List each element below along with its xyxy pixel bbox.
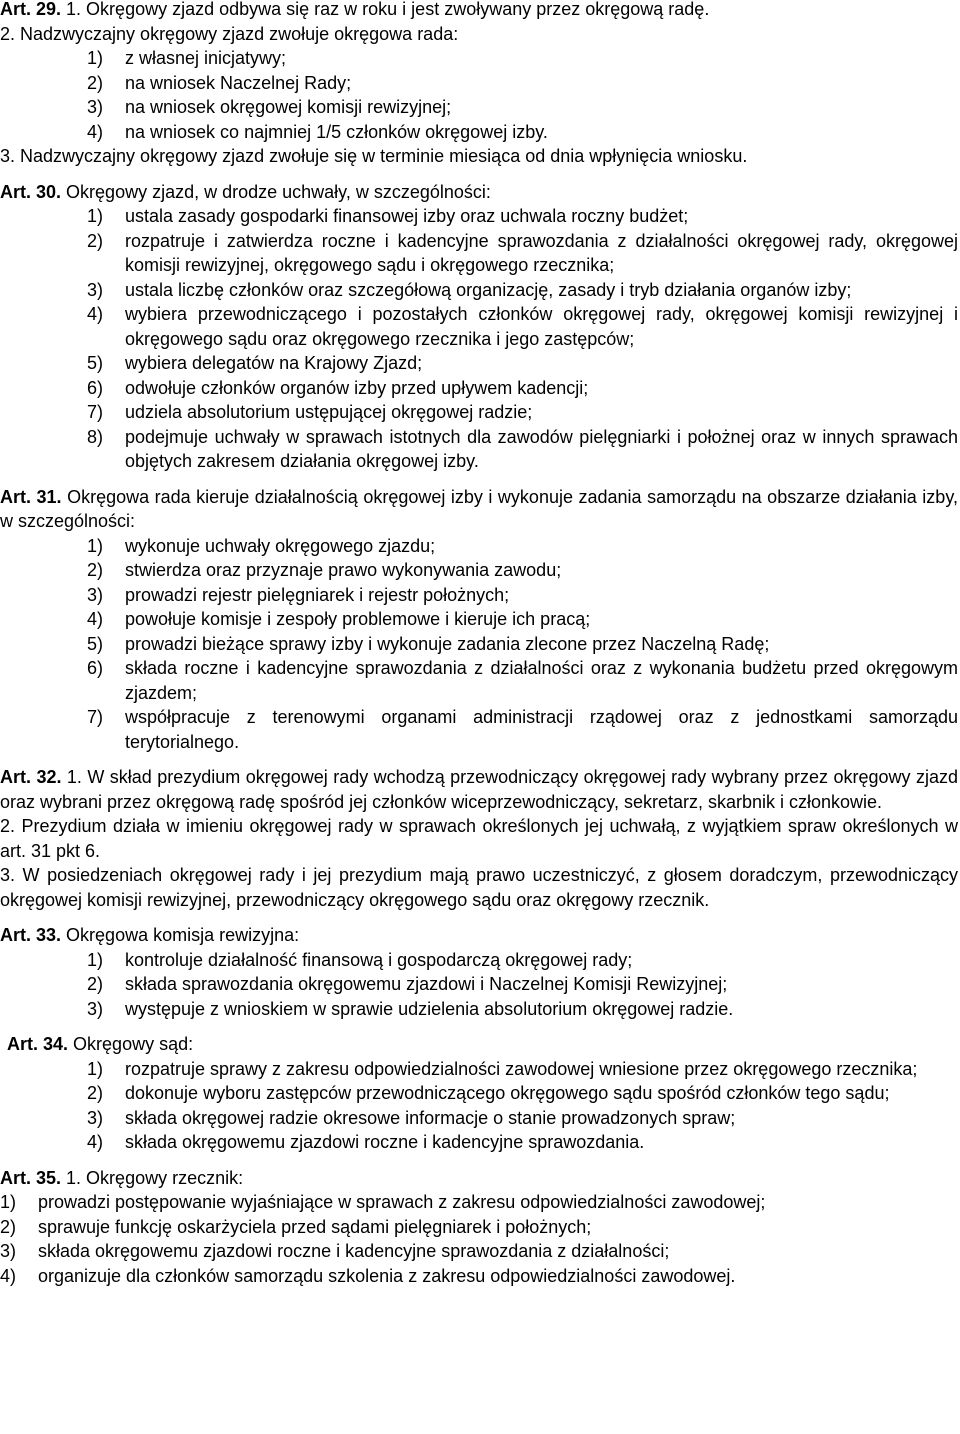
list-item-text: składa roczne i kadencyjne sprawozdania z działalności oraz z wykonania budżetu przed okręgowym zjazdem;: [125, 658, 958, 703]
list-item-number: 7): [87, 707, 104, 727]
section-gap: [0, 474, 958, 485]
list-item: [0, 302, 958, 351]
list-item-number: 7): [87, 402, 104, 422]
article-33-intro-text: Okręgowa komisja rewizyjna:: [66, 925, 300, 945]
article-33-label: Art. 33.: [0, 925, 62, 945]
list-item-text: składa okręgowej radzie okresowe informacje o stanie prowadzonych spraw;: [125, 1107, 736, 1128]
list-item: [0, 120, 958, 145]
list-item-text: podejmuje uchwały w sprawach istotnych dla zawodów pielęgniarki i położnej oraz w innych sprawach objętych zakresem działania okręgowej izby.: [125, 426, 958, 471]
list-item: [0, 997, 958, 1022]
list-item-text: na wniosek co najmniej 1/5 członków okręgowej izby.: [125, 121, 548, 142]
article-30-intro: [0, 180, 958, 205]
list-item-number: 3): [87, 97, 104, 117]
article-34: [0, 1032, 958, 1155]
list-item-text: składa okręgowemu zjazdowi roczne i kadencyjne sprawozdania z działalności;: [38, 1241, 670, 1261]
list-item-text: rozpatruje i zatwierdza roczne i kadencyjne sprawozdania z działalności okręgowej rady, okręgowej komisji rewizyjnej, okręgowego sądu i okręgowego rzecznika;: [125, 230, 958, 275]
list-item-number: 2): [87, 974, 104, 994]
list-item-text: udziela absolutorium ustępującej okręgowej radzie;: [125, 402, 533, 422]
list-item: [0, 351, 958, 376]
list-item: [0, 95, 958, 120]
list-item-number: 6): [87, 377, 104, 398]
article-32-label: Art. 32.: [0, 767, 62, 787]
list-item-text: prowadzi rejestr pielęgniarek i rejestr położnych;: [125, 584, 510, 605]
article-35-intro-text: 1. Okręgowy rzecznik:: [66, 1167, 244, 1188]
list-item-number: 1): [0, 1192, 17, 1212]
article-30-list: [0, 204, 958, 474]
list-item-number: 3): [87, 998, 104, 1019]
list-item-text: prowadzi postępowanie wyjaśniające w sprawach z zakresu odpowiedzialności zawodowej;: [38, 1192, 766, 1212]
list-item-text: powołuje komisje i zespoły problemowe i kieruje ich pracą;: [125, 609, 591, 629]
article-32-paragraph-2: 2. Prezydium działa w imieniu okręgowej rady w sprawach określonych jej uchwałą, z wyjątkiem spraw określonych w art. 31 pkt 6.: [0, 816, 958, 861]
list-item-number: 5): [87, 633, 104, 654]
list-item-text: składa sprawozdania okręgowemu zjazdowi i Naczelnej Komisji Rewizyjnej;: [125, 974, 728, 994]
article-35-label: Art. 35.: [0, 1167, 62, 1188]
list-item-number: 3): [87, 1107, 104, 1128]
list-item: [0, 948, 958, 973]
article-34-label: Art. 34.: [7, 1034, 69, 1054]
list-item: [0, 1264, 958, 1289]
section-gap: [0, 754, 958, 765]
list-item-text: współpracuje z terenowymi organami administracji rządowej oraz z jednostkami samorządu terytorialnego.: [125, 707, 958, 752]
article-29-label: Art. 29.: [0, 0, 62, 19]
article-29-paragraph-2: 2. Nadzwyczajny okręgowy zjazd zwołuje okręgowa rada:: [0, 23, 459, 44]
list-item-text: kontroluje działalność finansową i gospodarczą okręgowej rady;: [125, 949, 633, 970]
list-item-text: organizuje dla członków samorządu szkolenia z zakresu odpowiedzialności zawodowej.: [38, 1265, 736, 1286]
article-29-p1-text: 1. Okręgowy zjazd odbywa się raz w roku i jest zwoływany przez okręgową radę.: [66, 0, 710, 19]
list-item-text: występuje z wnioskiem w sprawie udzielenia absolutorium okręgowej radzie.: [125, 998, 734, 1019]
list-item-text: dokonuje wyboru zastępców przewodniczącego okręgowego sądu spośród członków tego sądu;: [125, 1083, 890, 1103]
list-item-number: 2): [0, 1216, 17, 1237]
article-32: [0, 765, 958, 912]
article-34-list: [0, 1057, 958, 1155]
list-item: [0, 705, 958, 754]
list-item: [0, 1130, 958, 1155]
article-32-paragraph-1: [0, 765, 958, 814]
article-30-label: Art. 30.: [0, 181, 62, 202]
list-item: [0, 607, 958, 632]
list-item: [0, 1215, 958, 1240]
list-item-number: 1): [87, 1058, 104, 1079]
list-item: [0, 534, 958, 559]
list-item: [0, 400, 958, 425]
list-item-number: 2): [87, 230, 104, 251]
list-item-number: 1): [87, 535, 104, 556]
list-item: [0, 583, 958, 608]
list-item: [0, 1239, 958, 1264]
article-35: [0, 1166, 958, 1289]
list-item-text: na wniosek Naczelnej Rady;: [125, 72, 352, 93]
list-item-text: wybiera przewodniczącego i pozostałych członków okręgowej rady, okręgowej komisji rewizyjnej i okręgowego sądu oraz okręgowego rzecznika i jego zastępców;: [125, 304, 958, 349]
list-item-number: 3): [87, 279, 104, 300]
list-item: [0, 204, 958, 229]
list-item-text: sprawuje funkcję oskarżyciela przed sądami pielęgniarek i położnych;: [38, 1216, 592, 1237]
list-item-text: odwołuje członków organów izby przed upływem kadencji;: [125, 377, 589, 398]
list-item-number: 4): [87, 121, 104, 142]
article-31: [0, 485, 958, 755]
article-35-intro: [0, 1166, 958, 1191]
article-29-paragraph-1: [0, 0, 958, 22]
list-item-text: wybiera delegatów na Krajowy Zjazd;: [125, 353, 423, 373]
list-item: [0, 1057, 958, 1082]
section-gap: [0, 912, 958, 923]
list-item-number: 1): [87, 48, 104, 68]
list-item: [0, 376, 958, 401]
list-item-number: 1): [87, 949, 104, 970]
article-32-p1-text: 1. W skład prezydium okręgowej rady wchodzą przewodniczący okręgowej rady wybrany przez okręgowy zjazd oraz wybrani przez okręgową radę spośród jej członków wiceprzewodniczący, sekretarz, skarbnik i członkowie.: [0, 767, 958, 812]
list-item-text: z własnej inicjatywy;: [125, 48, 287, 68]
article-35-list: [0, 1190, 958, 1288]
list-item-text: prowadzi bieżące sprawy izby i wykonuje zadania zlecone przez Naczelną Radę;: [125, 633, 770, 654]
list-item-number: 2): [87, 560, 104, 580]
article-33-intro: [0, 923, 958, 948]
article-32-paragraph-3: 3. W posiedzeniach okręgowej rady i jej prezydium mają prawo uczestniczyć, z głosem doradczym, przewodniczący okręgowej komisji rewizyjnej, przewodniczący okręgowego sądu oraz okręgowy rzecznik.: [0, 865, 958, 910]
list-item: [0, 229, 958, 278]
list-item-text: składa okręgowemu zjazdowi roczne i kadencyjne sprawozdania.: [125, 1132, 645, 1152]
list-item: [0, 632, 958, 657]
list-item-number: 4): [87, 609, 104, 629]
article-29-paragraph-3: 3. Nadzwyczajny okręgowy zjazd zwołuje się w terminie miesiąca od dnia wpłynięcia wniosku.: [0, 146, 748, 166]
list-item: [0, 656, 958, 705]
list-item-text: ustala zasady gospodarki finansowej izby oraz uchwala roczny budżet;: [125, 206, 689, 226]
article-31-label: Art. 31.: [0, 486, 62, 507]
list-item-number: 4): [87, 1132, 104, 1152]
list-item: [0, 46, 958, 71]
list-item: [0, 71, 958, 96]
article-34-intro-text: Okręgowy sąd:: [73, 1034, 194, 1054]
article-31-intro-text: Okręgowa rada kieruje działalnością okręgowej izby i wykonuje zadania samorządu na obszarze działania izby, w szczególności:: [0, 486, 958, 531]
list-item-text: ustala liczbę członków oraz szczegółową organizację, zasady i tryb działania organów izby;: [125, 279, 852, 300]
article-31-list: [0, 534, 958, 755]
list-item-number: 8): [87, 426, 104, 447]
list-item-number: 4): [0, 1265, 17, 1286]
list-item-number: 6): [87, 658, 104, 678]
list-item-number: 4): [87, 304, 104, 324]
section-gap: [0, 1155, 958, 1166]
list-item-number: 5): [87, 353, 104, 373]
article-30: [0, 180, 958, 474]
list-item: [0, 972, 958, 997]
list-item: [0, 278, 958, 303]
article-34-intro: [0, 1032, 958, 1057]
list-item-text: wykonuje uchwały okręgowego zjazdu;: [125, 535, 436, 556]
article-33: [0, 923, 958, 1021]
list-item: [0, 1106, 958, 1131]
list-item-text: stwierdza oraz przyznaje prawo wykonywania zawodu;: [125, 560, 562, 580]
list-item-text: na wniosek okręgowej komisji rewizyjnej;: [125, 97, 452, 117]
list-item: [0, 425, 958, 474]
list-item-number: 3): [87, 584, 104, 605]
article-29-list: [0, 46, 958, 144]
section-gap: [0, 169, 958, 180]
list-item: [0, 1190, 958, 1215]
article-31-intro: [0, 485, 958, 534]
list-item-number: 2): [87, 1083, 104, 1103]
list-item-number: 3): [0, 1241, 17, 1261]
article-33-list: [0, 948, 958, 1022]
article-29: [0, 0, 958, 169]
list-item-number: 2): [87, 72, 104, 93]
article-30-intro-text: Okręgowy zjazd, w drodze uchwały, w szczególności:: [66, 181, 491, 202]
section-gap: [0, 1021, 958, 1032]
list-item-text: rozpatruje sprawy z zakresu odpowiedzialności zawodowej wniesione przez okręgowego rzecznika;: [125, 1058, 918, 1079]
list-item: [0, 1081, 958, 1106]
list-item-number: 1): [87, 206, 104, 226]
list-item: [0, 558, 958, 583]
